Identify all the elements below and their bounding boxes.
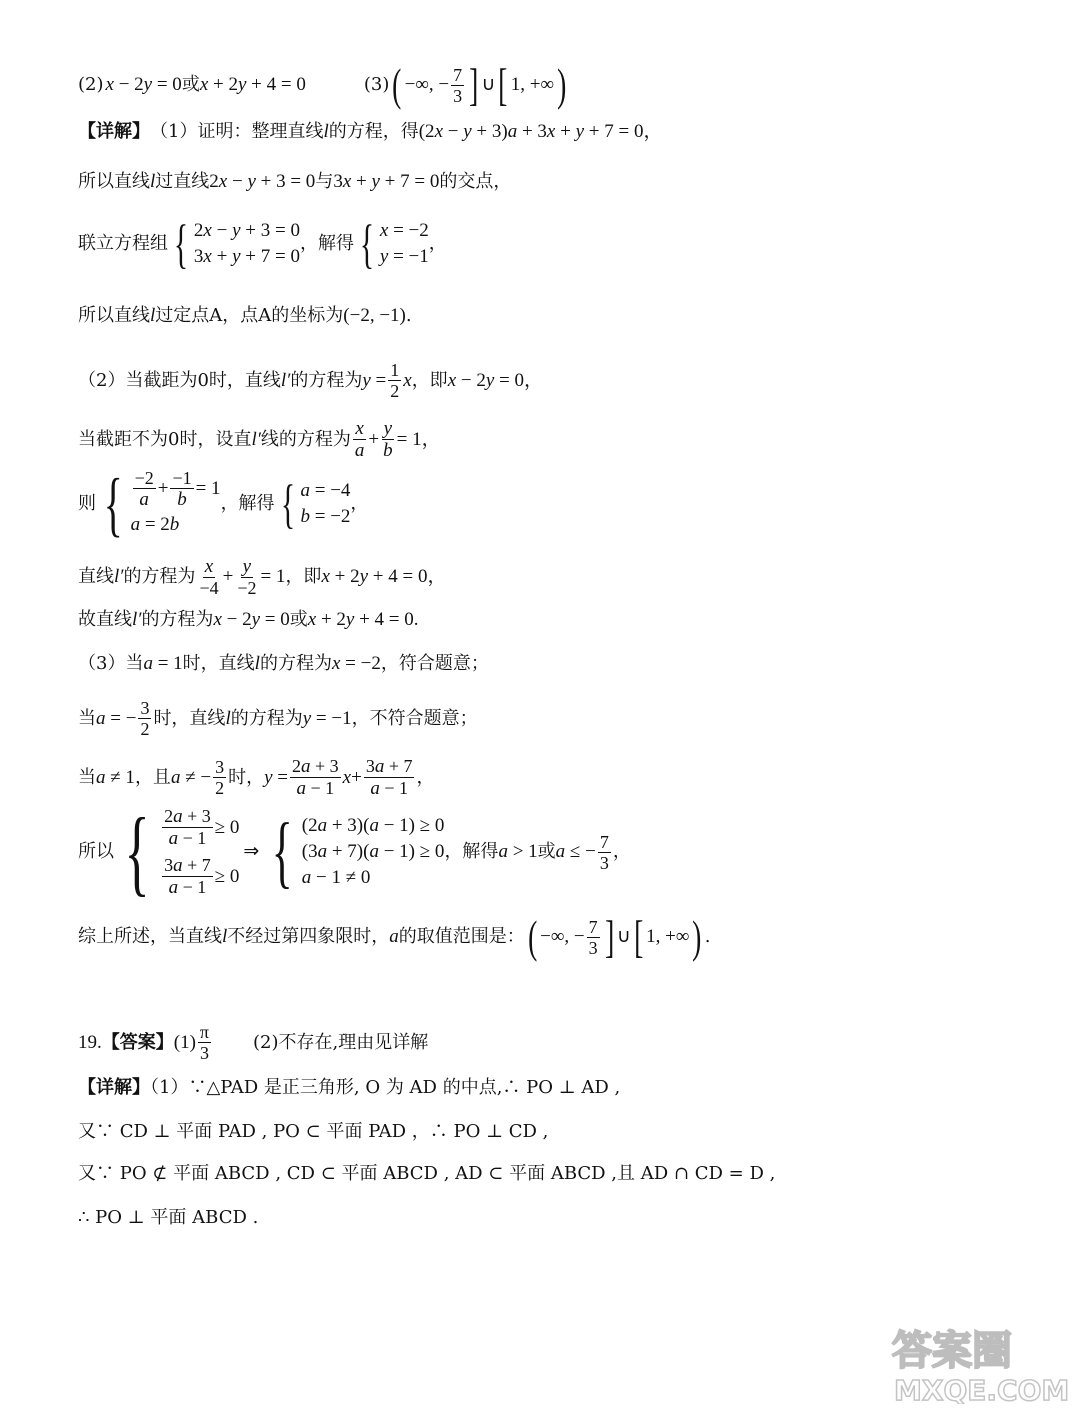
detail-2-line-4: 直线 l′ 的方程为 $\frac{x}{-4}$ + $\frac{y}{-2}$ = 1 ，即 x + 2y + 4 = 0，	[78, 556, 447, 598]
detail-3-line-2: 当 a = − $\frac{3}{2}$ 时，直线 l 的方程为 y = −1 ，不符合题意；	[78, 698, 478, 739]
svg-text:MXQE.COM: MXQE.COM	[894, 1374, 1068, 1404]
detail-2-line-2: 当截距不为0时，设直 l′ 线的方程为 $\frac{x}{a}$ + $\frac{y}{b}$ = 1，	[78, 418, 441, 461]
detail-1-line-4: 所以直线 l 过定点A，点A的坐标为 (−2, −1) .	[78, 305, 412, 326]
detail-1-line-3: 联立方程组 { 2x − y + 3 = 0 3x + y + 7 = 0 ，解得 { x = −2 y = −1 ，	[78, 214, 447, 274]
detail-3-line-4: 所以 { $\frac{2a + 3}{a - 1}$ ≥ 0 $\frac{3a + 7}{a - 1}$ ≥ 0 ⇒ { (2a + 3)(a − 1) ≥ 0 (3a + 7)(a − 1) ≥ 0 a − 1 ≠ 0 ，解得 a > 1 或 a ≤ − $\frac{7}{3}$ ，	[78, 798, 631, 905]
detail-1-line-2: 所以直线 l 过直线 2x − y + 3 = 0 与 3x + y + 7 = 0 的交点，	[78, 171, 512, 192]
watermark-logo	[888, 1318, 1068, 1404]
detail-2-line-5: 故直线 l′ 的方程为 x − 2y = 0 或 x + 2y + 4 = 0.	[78, 609, 419, 630]
svg-text:答案圈: 答案圈	[892, 1328, 1012, 1374]
q19-answer-line: 19. 【答案】 (1) $\frac{\pi}{3}$ (2)不存在,理由见详解	[78, 1022, 429, 1063]
q19-detail-line-4: ∴ PO ⊥ 平面 ABCD .	[78, 1207, 259, 1228]
detail-3-line-5: 综上所述，当直线 l 不经过第四象限时， a 的取值范围是： ( −∞, − $\frac{7}{3}$ ] ∪ [ 1, +∞ ) .	[78, 911, 711, 962]
q19-detail-line-1: 【详解】（1）∵△PAD 是正三角形, O 为 AD 的中点,∴ PO ⊥ AD ,	[78, 1077, 621, 1098]
q19-detail-line-3: 又∵ PO ⊄ 平面 ABCD , CD ⊂ 平面 ABCD , AD ⊂ 平面 ABCD ,且 AD ∩ CD = D ,	[78, 1163, 776, 1184]
detail-2-line-3: 则 { $\frac{-2}{a}$ + $\frac{-1}{b}$ = 1 a = 2b ，解得 { a = −4 b = −2 ，	[78, 464, 369, 544]
answer-line-top: (2) x − 2y = 0 或 x + 2y + 4 = 0 (3) ( −∞, − $\frac{7}{3}$ ] ∪ [ 1, +∞ )	[78, 59, 567, 110]
watermark-graphic	[888, 1318, 1068, 1404]
detail-2-line-1: （2）当截距为0时，直线 l′ 的方程为 y = $\frac{1}{2}$ x ，即 x − 2y = 0，	[78, 360, 543, 401]
detail-3-line-1: （3）当 a = 1 时，直线 l 的方程为 x = −2 ，符合题意；	[78, 653, 489, 674]
detail-3-line-3: 当 a ≠ 1 ，且 a ≠ − $\frac{3}{2}$ 时， y = $\frac{2a + 3}{a - 1}$ x + $\frac{3a + 7}{a - 1}$ ，	[78, 756, 435, 799]
q19-detail-line-2: 又∵ CD ⊥ 平面 PAD , PO ⊂ 平面 PAD ，∴ PO ⊥ CD ,	[78, 1121, 549, 1142]
detail-1-line-1: 【详解】 （1）证明：整理直线 l 的方程，得 (2x − y + 3)a + 3x + y + 7 = 0，	[78, 121, 663, 142]
